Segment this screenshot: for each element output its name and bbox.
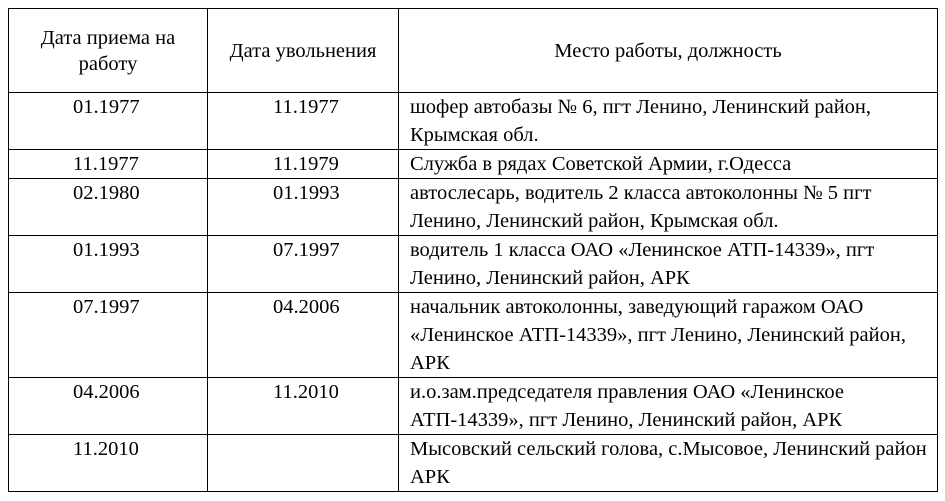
table-row bbox=[9, 236, 938, 293]
start-date-cell: 07.1997 bbox=[9, 293, 208, 378]
table-row bbox=[9, 435, 938, 492]
header-start-date bbox=[9, 9, 208, 93]
end-date-cell bbox=[208, 435, 399, 492]
table-row bbox=[9, 179, 938, 236]
header-start-date-label: Дата приема на работу bbox=[40, 26, 176, 75]
place-cell: Служба в рядах Советской Армии, г.Одесса bbox=[399, 150, 938, 179]
start-date-cell: 02.1980 bbox=[9, 179, 208, 236]
place-cell: начальник автоколонны, заведующий гаражом ОАО «Ленинское АТП-14339», пгт Ленино, Ленинский район, АРК bbox=[399, 293, 938, 378]
end-date-cell: 11.1977 bbox=[208, 93, 399, 150]
employment-history-table bbox=[8, 8, 938, 492]
header-place-label: Место работы, должность bbox=[554, 39, 782, 62]
end-date-cell: 07.1997 bbox=[208, 236, 399, 293]
start-date-cell: 01.1977 bbox=[9, 93, 208, 150]
place-cell: шофер автобазы № 6, пгт Ленино, Ленинский район, Крымская обл. bbox=[399, 93, 938, 150]
start-date-cell: 04.2006 bbox=[9, 378, 208, 435]
header-place bbox=[399, 9, 938, 93]
end-date-cell: 11.2010 bbox=[208, 378, 399, 435]
table-row bbox=[9, 378, 938, 435]
header-end-date bbox=[208, 9, 399, 93]
end-date-cell: 11.1979 bbox=[208, 150, 399, 179]
place-cell: и.о.зам.председателя правления ОАО «Ленинское АТП-14339», пгт Ленино, Ленинский район, АРК bbox=[399, 378, 938, 435]
end-date-cell: 01.1993 bbox=[208, 179, 399, 236]
table-row bbox=[9, 93, 938, 150]
header-end-date-label: Дата увольнения bbox=[229, 39, 377, 62]
end-date-cell: 04.2006 bbox=[208, 293, 399, 378]
start-date-cell: 11.2010 bbox=[9, 435, 208, 492]
start-date-cell: 11.1977 bbox=[9, 150, 208, 179]
table-row bbox=[9, 150, 938, 179]
place-cell: автослесарь, водитель 2 класса автоколонны № 5 пгт Ленино, Ленинский район, Крымская обл. bbox=[399, 179, 938, 236]
table-header-row bbox=[9, 9, 938, 93]
place-cell: Мысовский сельский голова, с.Мысовое, Ленинский район АРК bbox=[399, 435, 938, 492]
start-date-cell: 01.1993 bbox=[9, 236, 208, 293]
table-row bbox=[9, 293, 938, 378]
place-cell: водитель 1 класса ОАО «Ленинское АТП-14339», пгт Ленино, Ленинский район, АРК bbox=[399, 236, 938, 293]
